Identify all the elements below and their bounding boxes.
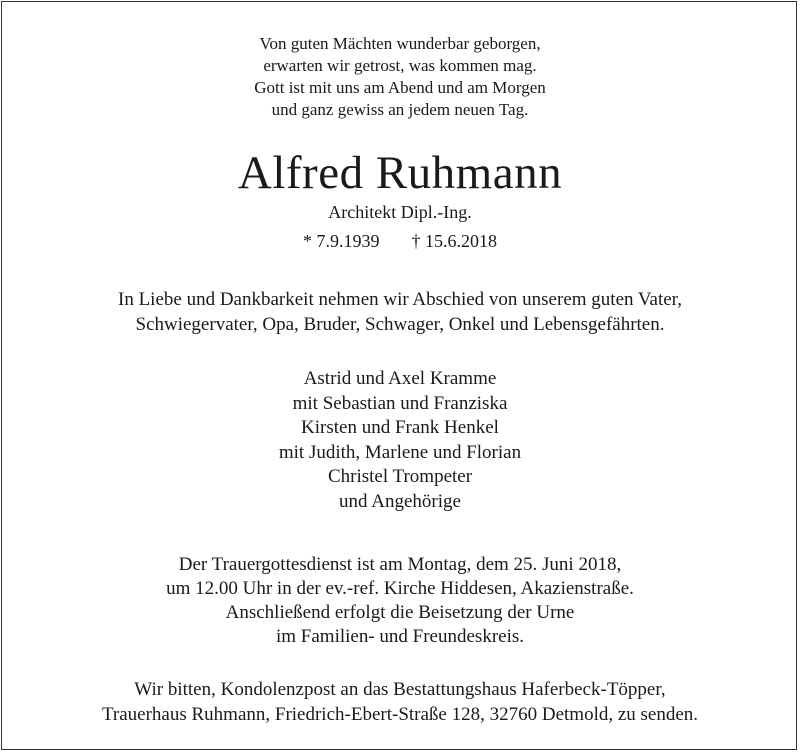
deceased-name: Alfred Ruhmann (237, 147, 563, 199)
mourner-line: mit Sebastian und Franziska (292, 392, 508, 414)
condolence-line: Trauerhaus Ruhmann, Friedrich-Ebert-Straße 128, 32760 Detmold, zu senden. (101, 703, 699, 725)
farewell-line: Schwiegervater, Opa, Bruder, Schwager, Onkel und Lebensgefährten. (135, 314, 665, 335)
service-line: um 12.00 Uhr in der ev.-ref. Kirche Hiddesen, Akazienstraße. (166, 578, 634, 599)
service-line: im Familien- und Freundeskreis. (275, 626, 525, 647)
mourners-list (0, 367, 800, 514)
condolence-line: Wir bitten, Kondolenzpost an das Bestattungshaus Haferbeck-Töpper, (134, 679, 666, 700)
birth-date: * 7.9.1939 (303, 231, 380, 251)
deceased-profession: Architekt Dipl.-Ing. (328, 202, 472, 222)
service-line: Anschließend erfolgt die Beisetzung der Urne (225, 602, 575, 623)
condolence-instructions (0, 678, 800, 727)
life-dates (0, 229, 800, 253)
poem-line: Von guten Mächten wunderbar geborgen, (259, 34, 541, 53)
mourner-line: Kirsten und Frank Henkel (301, 417, 499, 438)
service-line: Der Trauergottesdienst ist am Montag, dem 25. Juni 2018, (178, 554, 622, 575)
farewell-text (0, 287, 800, 337)
poem-line: und ganz gewiss an jedem neuen Tag. (271, 100, 529, 119)
poem-line: erwarten wir getrost, was kommen mag. (263, 56, 537, 75)
poem-verse (0, 33, 800, 121)
mourner-line: und Angehörige (339, 490, 461, 512)
poem-line: Gott ist mit uns am Abend und am Morgen (254, 78, 546, 97)
mourner-line: Christel Trompeter (327, 466, 473, 487)
mourner-line: mit Judith, Marlene und Florian (278, 441, 522, 463)
funeral-service-info (0, 553, 800, 649)
death-date: † 15.6.2018 (411, 231, 497, 251)
mourner-line: Astrid und Axel Kramme (303, 368, 497, 389)
farewell-line: In Liebe und Dankbarkeit nehmen wir Abschied von unserem guten Vater, (118, 289, 682, 310)
